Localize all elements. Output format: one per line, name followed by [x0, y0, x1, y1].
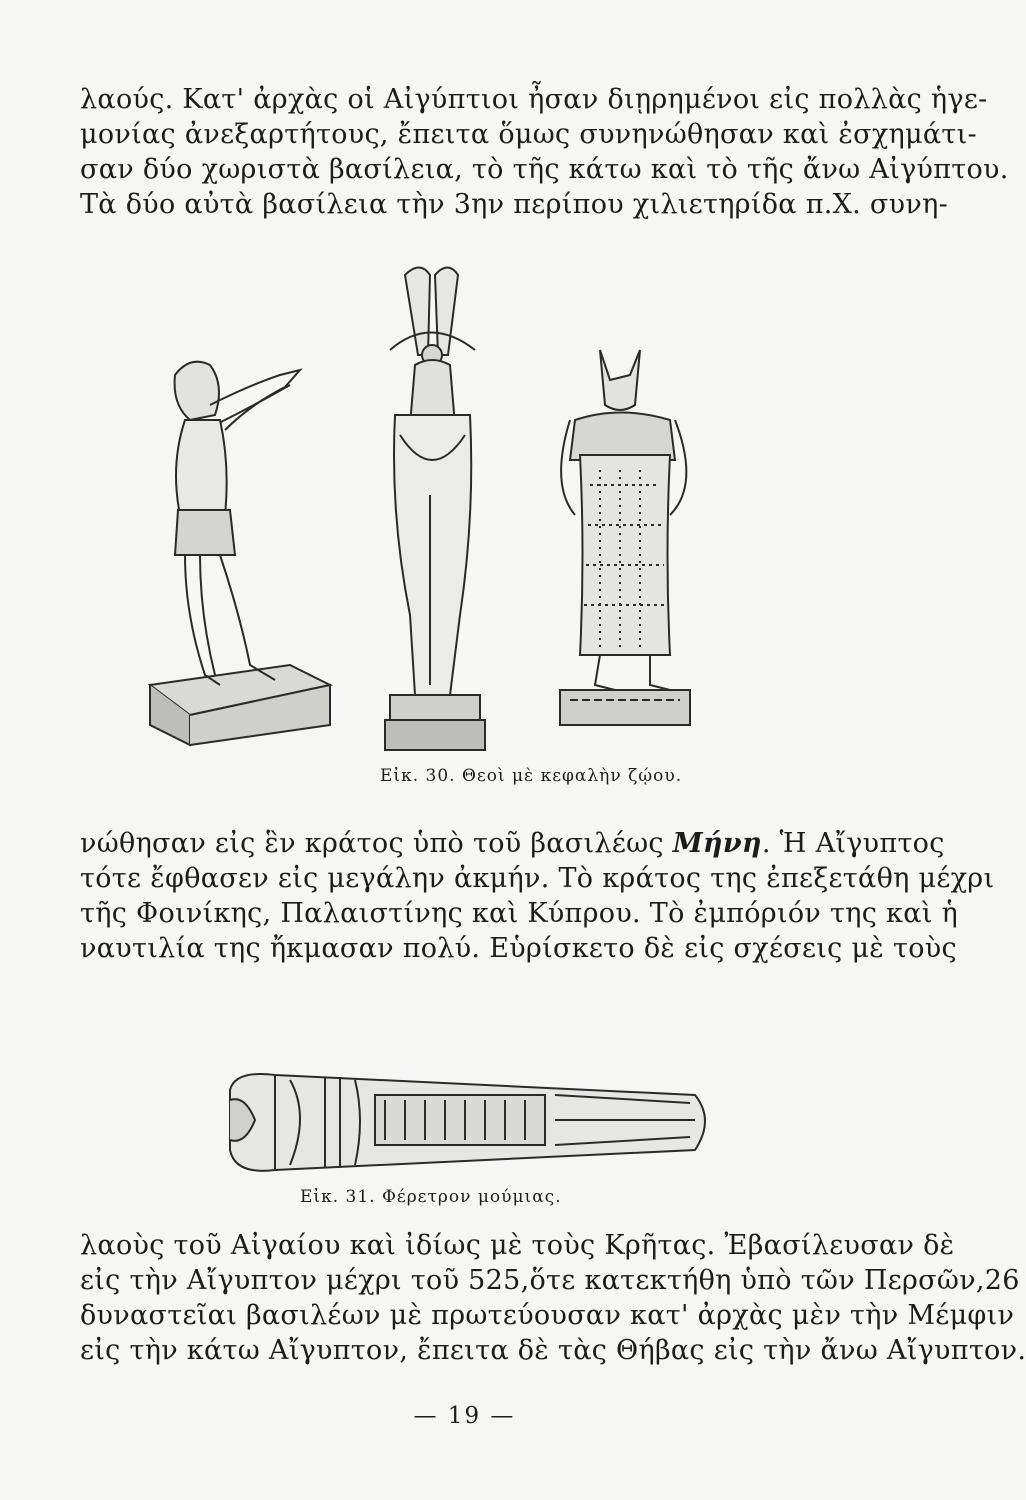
- page-number: — 19 —: [413, 1403, 516, 1429]
- text-line: μονίας ἀνεξαρτήτους, ἔπειτα ὅμως συνηνώθησαν καὶ ἐσχημάτι-: [80, 119, 977, 150]
- figure-30-caption: Εἰκ. 30. Θεοὶ μὲ κεφαλὴν ζῴου.: [380, 766, 683, 786]
- text-line: ναυτιλία της ἤκμασαν πολύ. Εὑρίσκετο δὲ εἰς σχέσεις μὲ τοὺς: [80, 933, 957, 964]
- text-line: τῆς Φοινίκης, Παλαιστίνης καὶ Κύπρου. Τὸ ἐμπόριόν της καὶ ἡ: [80, 898, 958, 929]
- statue-cat-headed-figure: [560, 350, 690, 725]
- text-segment: νώθησαν εἰς ἓν κράτος ὑπὸ τοῦ βασιλέως: [80, 828, 673, 859]
- paragraph-top: [80, 82, 1009, 222]
- text-line: δυναστεῖαι βασιλέων μὲ πρωτεύουσαν κατ' ἀρχὰς μὲν τὴν Μέμφιν: [80, 1300, 1015, 1331]
- text-segment: . Ἡ Αἴγυπτος: [761, 828, 945, 859]
- figure-31-caption: Εἰκ. 31. Φέρετρον μούμιας.: [300, 1187, 562, 1207]
- text-line: [80, 826, 945, 861]
- text-line: τότε ἔφθασεν εἰς μεγάλην ἀκμήν. Τὸ κράτος της ἐπεξετάθη μέχρι: [80, 863, 995, 894]
- statue-cow-headed-figure: [385, 268, 485, 751]
- text-line: εἰς τὴν Αἴγυπτον μέχρι τοῦ 525,ὅτε κατεκτήθη ὑπὸ τῶν Περσῶν,26: [80, 1265, 1020, 1296]
- text-line: λαούς. Κατ' ἀρχὰς οἱ Αἰγύπτιοι ἦσαν διῃρημένοι εἰς πολλὰς ἡγε-: [80, 84, 988, 115]
- paragraph-middle: [80, 826, 995, 966]
- paragraph-bottom: [80, 1228, 1026, 1368]
- figure-30-statues-illustration: [130, 255, 740, 760]
- text-line: Τὰ δύο αὐτὰ βασίλεια τὴν 3ην περίπου χιλιετηρίδα π.Χ. συνη-: [80, 189, 948, 220]
- king-name-emphasis: Μήνη: [672, 828, 762, 859]
- figure-31-mummy-coffin-illustration: [215, 1055, 720, 1185]
- text-line: λαοὺς τοῦ Αἰγαίου καὶ ἰδίως μὲ τοὺς Κρῆτας. Ἐβασίλευσαν δὲ: [80, 1230, 955, 1261]
- text-line: σαν δύο χωριστὰ βασίλεια, τὸ τῆς κάτω καὶ τὸ τῆς ἄνω Αἰγύπτου.: [80, 154, 1009, 185]
- statue-human-figure: [150, 362, 330, 745]
- text-line: εἰς τὴν κάτω Αἴγυπτον, ἔπειτα δὲ τὰς Θήβας εἰς τὴν ἄνω Αἴγυπτον.: [80, 1335, 1026, 1366]
